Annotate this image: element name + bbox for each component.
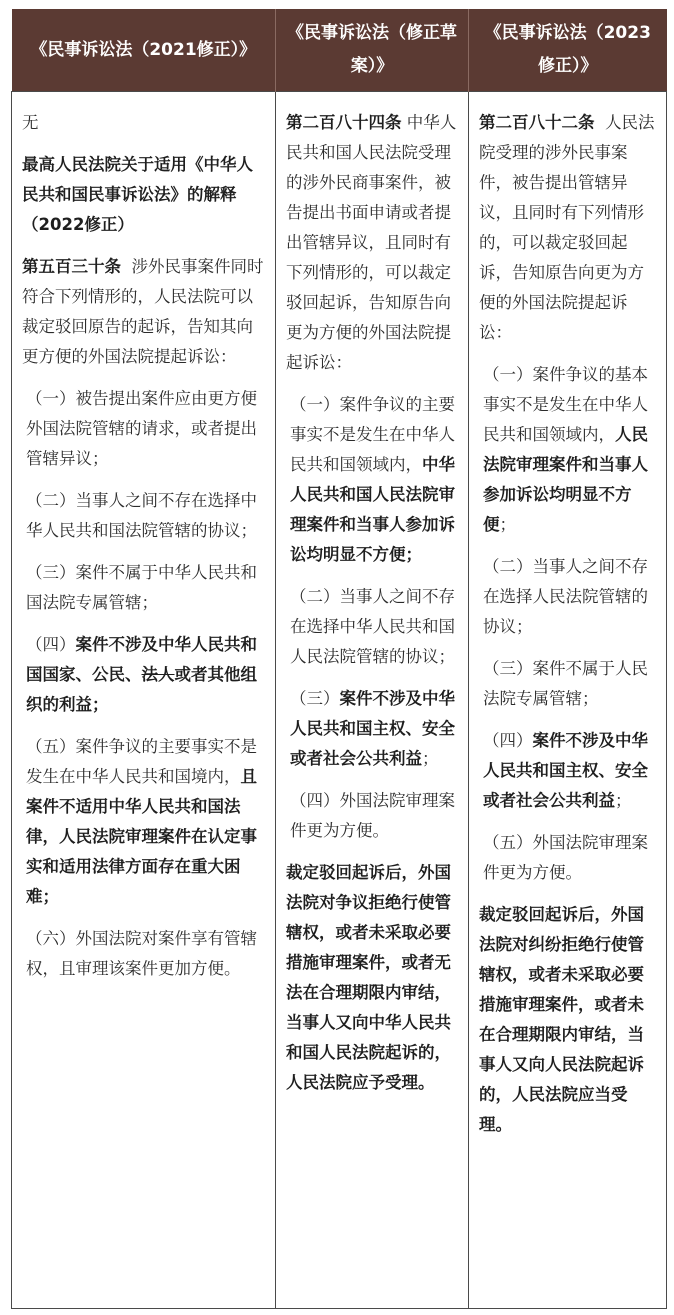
article-530	[22, 252, 265, 372]
header-2023: 《民事诉讼法（2023修正）》	[469, 9, 667, 92]
item-2: （二）当事人之间不存在选择人民法院管辖的协议；	[483, 557, 648, 636]
item-3	[286, 684, 458, 774]
content-row	[12, 92, 667, 1309]
item-5	[22, 732, 265, 912]
interpretation-title: 最高人民法院关于适用《中华人民共和国民事诉讼法》的解释（2022修正）	[22, 155, 253, 234]
item-text-bold: 案件不涉及中华人民共和国主权、安全或者社会公共利益	[483, 731, 648, 810]
header-row	[12, 9, 667, 92]
article-282	[479, 108, 656, 348]
no-provision-text: 无	[22, 113, 39, 132]
item-text-bold: 且案件不适用中华人民共和国法律，人民法院审理案件在认定事实和适用法律方面存在重大困难；	[26, 767, 257, 906]
item-text-bold: 案件不涉及中华人民共和国主权、安全或者社会公共利益	[290, 689, 455, 768]
item-text-bold: 人民法院审理案件和当事人参加诉讼均明显不方便	[483, 425, 648, 534]
article-number: 第五百三十条	[22, 257, 121, 276]
struck-text: 法人	[141, 665, 175, 684]
item-2: （二）当事人之间不存在选择中华人民共和国法院管辖的协议；	[26, 491, 257, 540]
article-284	[286, 108, 458, 378]
comparison-table	[11, 9, 667, 1309]
item-4	[479, 726, 656, 816]
item-text: （一）案件争议的基本事实不是发生在中华人民共和国领域内，	[483, 365, 648, 444]
item-number: （四）	[483, 731, 533, 750]
item-4: （四）外国法院审理案件更为方便。	[290, 791, 455, 840]
article-number: 第二百八十四条	[286, 113, 402, 132]
tail-paragraph: 裁定驳回起诉后，外国法院对纠纷拒绝行使管辖权，或者未采取必要措施审理案件，或者未在合理期限内审结，当事人又向人民法院起诉的，人民法院应当受理。	[479, 905, 644, 1134]
item-6: （六）外国法院对案件享有管辖权，且审理该案件更加方便。	[26, 929, 257, 978]
item-text-bold: 或者其他组织的利益；	[26, 665, 257, 714]
column-2023	[469, 92, 667, 1309]
item-4	[22, 630, 265, 720]
article-text: 涉外民事案件同时符合下列情形的，人民法院可以裁定驳回原告的起诉，告知其向更方便的外国法院提起诉讼：	[22, 257, 264, 366]
item-end: ；	[615, 791, 632, 810]
item-text-bold: 案件不涉及中华人民共和国国家、公民、	[26, 635, 257, 684]
column-2021	[12, 92, 276, 1309]
item-text: （一）案件争议的主要事实不是发生在中华人民共和国领域内，	[290, 395, 455, 474]
item-number: （三）	[290, 689, 340, 708]
item-5: （五）外国法院审理案件更为方便。	[483, 833, 648, 882]
article-number: 第二百八十二条	[479, 113, 595, 132]
item-3: （三）案件不属于中华人民共和国法院专属管辖；	[26, 563, 257, 612]
item-2: （二）当事人之间不存在选择中华人民共和国人民法院管辖的协议；	[290, 587, 455, 666]
item-end: ；	[499, 515, 516, 534]
item-text: （五）案件争议的主要事实不是发生在中华人民共和国境内，	[26, 737, 257, 786]
item-number: （四）	[26, 635, 76, 654]
item-1	[286, 390, 458, 570]
item-text-bold: 中华人民共和国人民法院审理案件和当事人参加诉讼均明显不方便；	[290, 455, 455, 564]
tail-paragraph: 裁定驳回起诉后，外国法院对争议拒绝行使管辖权，或者未采取必要措施审理案件，或者无法在合理期限内审结，当事人又向中华人民共和国人民法院起诉的，人民法院应予受理。	[286, 863, 451, 1092]
article-text: 中华人民共和国人民法院受理的涉外民商事案件，被告提出书面申请或者提出管辖异议，且同时有下列情形的，可以裁定驳回起诉，告知原告向更为方便的外国法院提起诉讼：	[286, 113, 457, 372]
item-1: （一）被告提出案件应由更方便外国法院管辖的请求，或者提出管辖异议；	[26, 389, 257, 468]
header-draft: 《民事诉讼法（修正草案）》	[276, 9, 469, 92]
item-3: （三）案件不属于人民法院专属管辖；	[483, 659, 648, 708]
header-2021: 《民事诉讼法（2021修正）》	[12, 9, 276, 92]
column-draft	[276, 92, 469, 1309]
item-1	[479, 360, 656, 540]
item-end: ；	[422, 749, 439, 768]
article-text: 人民法院受理的涉外民事案件，被告提出管辖异议，且同时有下列情形的，可以裁定驳回起诉，告知原告向更为方便的外国法院提起诉讼：	[479, 113, 655, 342]
